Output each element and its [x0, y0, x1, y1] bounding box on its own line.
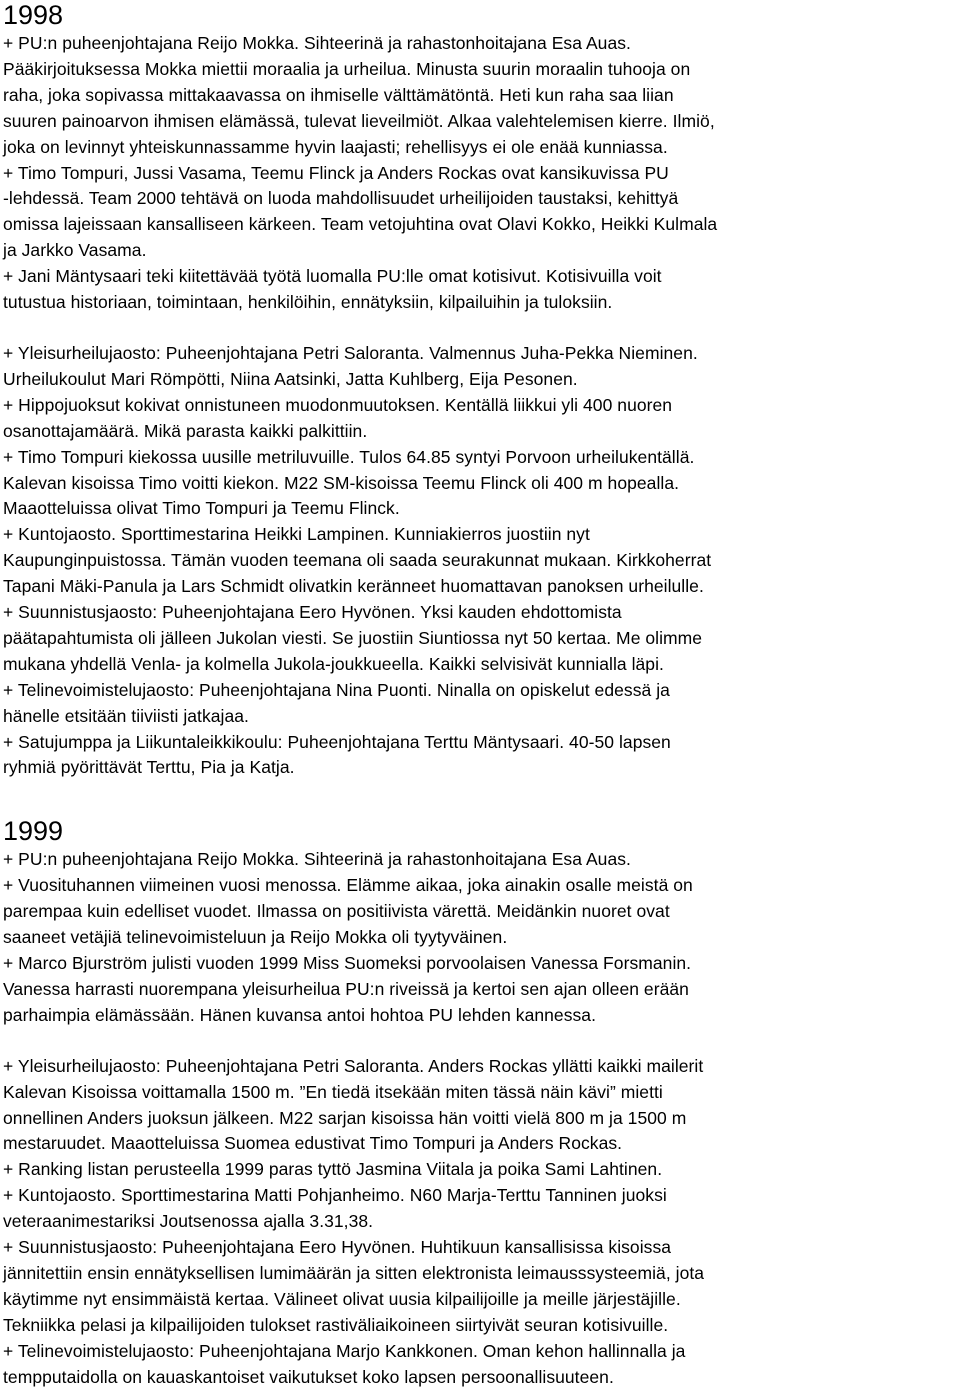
- document-page: [3, 0, 955, 1391]
- paragraph-divisions: + Yleisurheilujaosto: Puheenjohtajana Petri Saloranta. Valmennus Juha-Pekka Nieminen. Urheilukoulut Mari Römpötti, Niina Aatsinki, Jatta Kuhlberg, Eija Pesonen. + Hippojuoksut kokivat onnistuneen muodonmuutoksen. Kentällä liikkui yli 400 nuoren osanottajamäärä. Mikä parasta kaikki palkittiin. + Timo Tompuri kiekossa uusille metriluvuille. Tulos 64.85 syntyi Porvoon urheilukentällä. Kalevan kisoissa Timo voitti kiekon. M22 SM-kisoissa Teemu Flinck oli 400 m hopealla. Maaotteluissa olivat Timo Tompuri ja Teemu Flinck. + Kuntojaosto. Sporttimestarina Heikki Lampinen. Kunniakierros juostiin nyt Kaupunginpuistossa. Tämän vuoden teemana oli saada seurakunnat mukaan. Kirkkoherrat Tapani Mäki-Panula ja Lars Schmidt olivatkin keränneet huomattavan panoksen urheilulle. + Suunnistusjaosto: Puheenjohtajana Eero Hyvönen. Yksi kauden ehdottomista päätapahtumista oli jälleen Jukolan viesti. Se juostiin Siuntiossa nyt 50 kertaa. Me olimme mukana yhdellä Venla- ja kolmella Jukola-joukkueella. Kaikki selvisivät kunnialla läpi. + Telinevoimistelujaosto: Puheenjohtajana Nina Puonti. Ninalla on opiskelut edessä ja hänelle etsitään tiiviisti jatkajaa. + Satujumppa ja Liikuntaleikkikoulu: Puheenjohtajana Terttu Mäntysaari. 40-50 lapsen ryhmiä pyörittävät Terttu, Pia ja Katja.: [3, 342, 712, 778]
- year-heading: 1999: [3, 816, 64, 847]
- paragraph-gap: [3, 1029, 955, 1054]
- paragraph-divisions: + Yleisurheilujaosto: Puheenjohtajana Petri Saloranta. Anders Rockas yllätti kaikki mailerit Kalevan Kisoissa voittamalla 1500 m. ”En tiedä itsekään miten tässä näin kävi” mietti onnellinen Anders juoksun jälkeen. M22 sarjan kisoissa hän voitti vielä 800 m ja 1500 m mestaruudet. Maaotteluissa Suomea edustivat Timo Tompuri ja Anders Rockas. + Ranking listan perusteella 1999 paras tyttö Jasmina Viitala ja poika Sami Lahtinen. + Kuntojaosto. Sporttimestarina Matti Pohjanheimo. N60 Marja-Terttu Tanninen juoksi veteraanimestariksi Joutsenossa ajalla 3.31,38. + Suunnistusjaosto: Puheenjohtajana Eero Hyvönen. Huhtikuun kansallisissa kisoissa jännitettiin ensin ennätyksellisen lumimäärän ja sitten elektronista leimausssysteemiä, jota käytimme nyt ensimmäistä kertaa. Välineet olivat uusia kilpailijoille ja meille järjestäjille. Tekniikka pelasi ja kilpailijoiden tulokset rastiväliaikoineen siirtyivät seuran kotisivuille. + Telinevoimistelujaosto: Puheenjohtajana Marjo Kankkonen. Oman kehon hallinnalla ja tempputaidolla on kauaskantoiset vaikutukset koko lapsen persoonallisuuteen.: [3, 1055, 705, 1387]
- year-heading: 1998: [3, 0, 64, 30]
- paragraph-board-news: + PU:n puheenjohtajana Reijo Mokka. Sihteerinä ja rahastonhoitajana Esa Auas. Pääkirjoituksessa Mokka miettii moraalia ja urheilua. Minusta suurin moraalin tuhooja on raha, joka sopivassa mittakaavassa on ihmiselle välttämätöntä. Heti kun raha saa liian suuren painoarvon ihmisen elämässä, tulevat lieveilmiöt. Alkaa valehtelemisen kierre. Ilmiö, joka on levinnyt yhteiskunnassamme hyvin laajasti; rehellisyys ei ole enää kunniassa. + Timo Tompuri, Jussi Vasama, Teemu Flinck ja Anders Rockas ovat kansikuvissa PU -lehdessä. Team 2000 tehtävä on luoda mahdollisuudet urheilijoiden taustaksi, kehittyä omissa lajeissaan kansalliseen kärkeen. Team vetojuhtina ovat Olavi Kokko, Heikki Kulmala ja Jarkko Vasama. + Jani Mäntysaari teki kiitettävää työtä luomalla PU:lle omat kotisivut. Kotisivuilla voit tutustua historiaan, toimintaan, henkilöihin, ennätyksiin, kilpailuihin ja tuloksiin.: [3, 33, 718, 313]
- paragraph-board-news: + PU:n puheenjohtajana Reijo Mokka. Sihteerinä ja rahastonhoitajana Esa Auas. + Vuosituhannen viimeinen vuosi menossa. Elämme aikaa, joka ainakin osalle meistä on parempaa kuin edelliset vuodet. Ilmassa on positiivista värettä. Meidänkin nuoret ovat saaneet vetäjiä telinevoimisteluun ja Reijo Mokka oli tyytyväinen. + Marco Bjurström julisti vuoden 1999 Miss Suomeksi porvoolaisen Vanessa Forsmanin. Vanessa harrasti nuorempana yleisurheilua PU:n riveissä ja kertoi sen ajan olleen erään parhaimpia elämässään. Hänen kuvansa antoi hohtoa PU lehden kannessa.: [3, 849, 693, 1025]
- section-1999: [3, 816, 955, 1390]
- paragraph-gap: [3, 316, 955, 341]
- section-1998: [3, 0, 955, 781]
